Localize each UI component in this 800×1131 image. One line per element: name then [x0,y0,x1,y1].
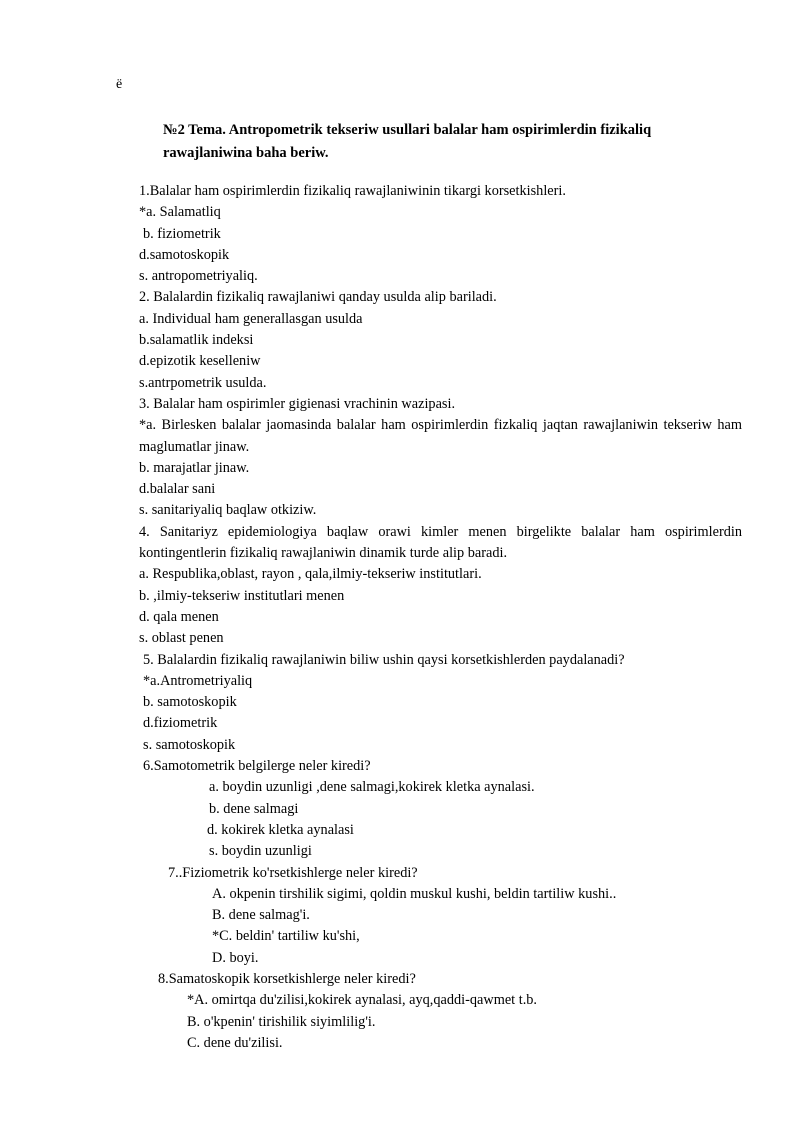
question-7: 7..Fiziometrik ko'rsetkishlerge neler kiredi? [168,864,418,881]
answer-option: b. dene salmagi [209,800,299,817]
answer-option: b. marajatlar jinaw. [139,459,250,476]
answer-option: a. Individual ham generallasgan usulda [139,310,363,327]
corner-mark: ё [116,77,123,92]
answer-option: *a.Antrometriyaliq [143,672,253,689]
question-3: 3. Balalar ham ospirimler gigienasi vrachinin wazipasi. [139,395,456,412]
answer-option: B. dene salmag'i. [212,907,310,924]
answer-option: B. o'kpenin' tirishilik siyimlilig'i. [187,1013,376,1030]
question-6: 6.Samotometrik belgilerge neler kiredi? [143,758,371,775]
answer-option: *A. omirtqa du'zilisi,kokirek aynalasi, ayq,qaddi-qawmet t.b. [187,992,537,1009]
answer-option: b. ,ilmiy-tekseriw institutlari menen [139,587,345,604]
answer-option: b. fiziometrik [143,225,221,242]
answer-option: *a. Birlesken balalar jaomasinda balalar ham ospirimlerdin fizkaliq jaqtan rawajlaniwin tekseriw ham maglumatlar jinaw. [139,417,742,455]
document-title: №2 Tema. Antropometrik tekseriw usullari balalar ham ospirimlerdin fizikaliq rawajlaniwina baha beriw. [163,122,652,161]
answer-option: a. boydin uzunligi ,dene salmagi,kokirek kletka aynalasi. [209,779,535,796]
answer-option: d. kokirek kletka aynalasi [207,821,354,838]
answer-option: s. oblast penen [139,630,224,647]
answer-option: s. antropometriyaliq. [139,268,258,285]
answer-option: d.fiziometrik [143,715,218,732]
answer-option: *a. Salamatliq [139,204,221,221]
answer-option: d.balalar sani [139,481,216,498]
answer-option: s. boydin uzunligi [209,843,312,860]
answer-option: *C. beldin' tartiliw ku'shi, [212,928,360,945]
answer-option: s. sanitariyaliq baqlaw otkiziw. [139,502,317,519]
question-8: 8.Samatoskopik korsetkishlerge neler kiredi? [158,970,416,987]
question-2: 2. Balalardin fizikaliq rawajlaniwi qanday usulda alip bariladi. [139,289,497,306]
answer-option: C. dene du'zilisi. [187,1034,283,1051]
answer-option: b.salamatlik indeksi [139,332,254,349]
answer-option: s.antrpometrik usulda. [139,374,267,391]
question-5: 5. Balalardin fizikaliq rawajlaniwin biliw ushin qaysi korsetkishlerden paydalanadi? [143,651,625,668]
answer-option: d.epizotik keselleniw [139,353,261,370]
answer-option: D. boyi. [212,949,259,966]
answer-option: a. Respublika,oblast, rayon , qala,ilmiy-tekseriw institutlari. [139,566,482,583]
question-4: 4. Sanitariyz epidemiologiya baqlaw orawi kimler menen birgelikte balalar ham ospirimlerdin kontingentlerin fizikaliq rawajlaniwin dinamik turde alip baradi. [139,523,742,562]
answer-option: d.samotoskopik [139,246,230,263]
question-list [139,181,742,1054]
answer-option: d. qala menen [139,608,219,625]
answer-option: A. okpenin tirshilik sigimi, qoldin muskul kushi, beldin tartiliw kushi.. [212,885,617,902]
answer-option: b. samotoskopik [143,694,237,711]
answer-option: s. samotoskopik [143,736,236,753]
question-1: 1.Balalar ham ospirimlerdin fizikaliq rawajlaniwinin tikargi korsetkishleri. [139,183,566,199]
